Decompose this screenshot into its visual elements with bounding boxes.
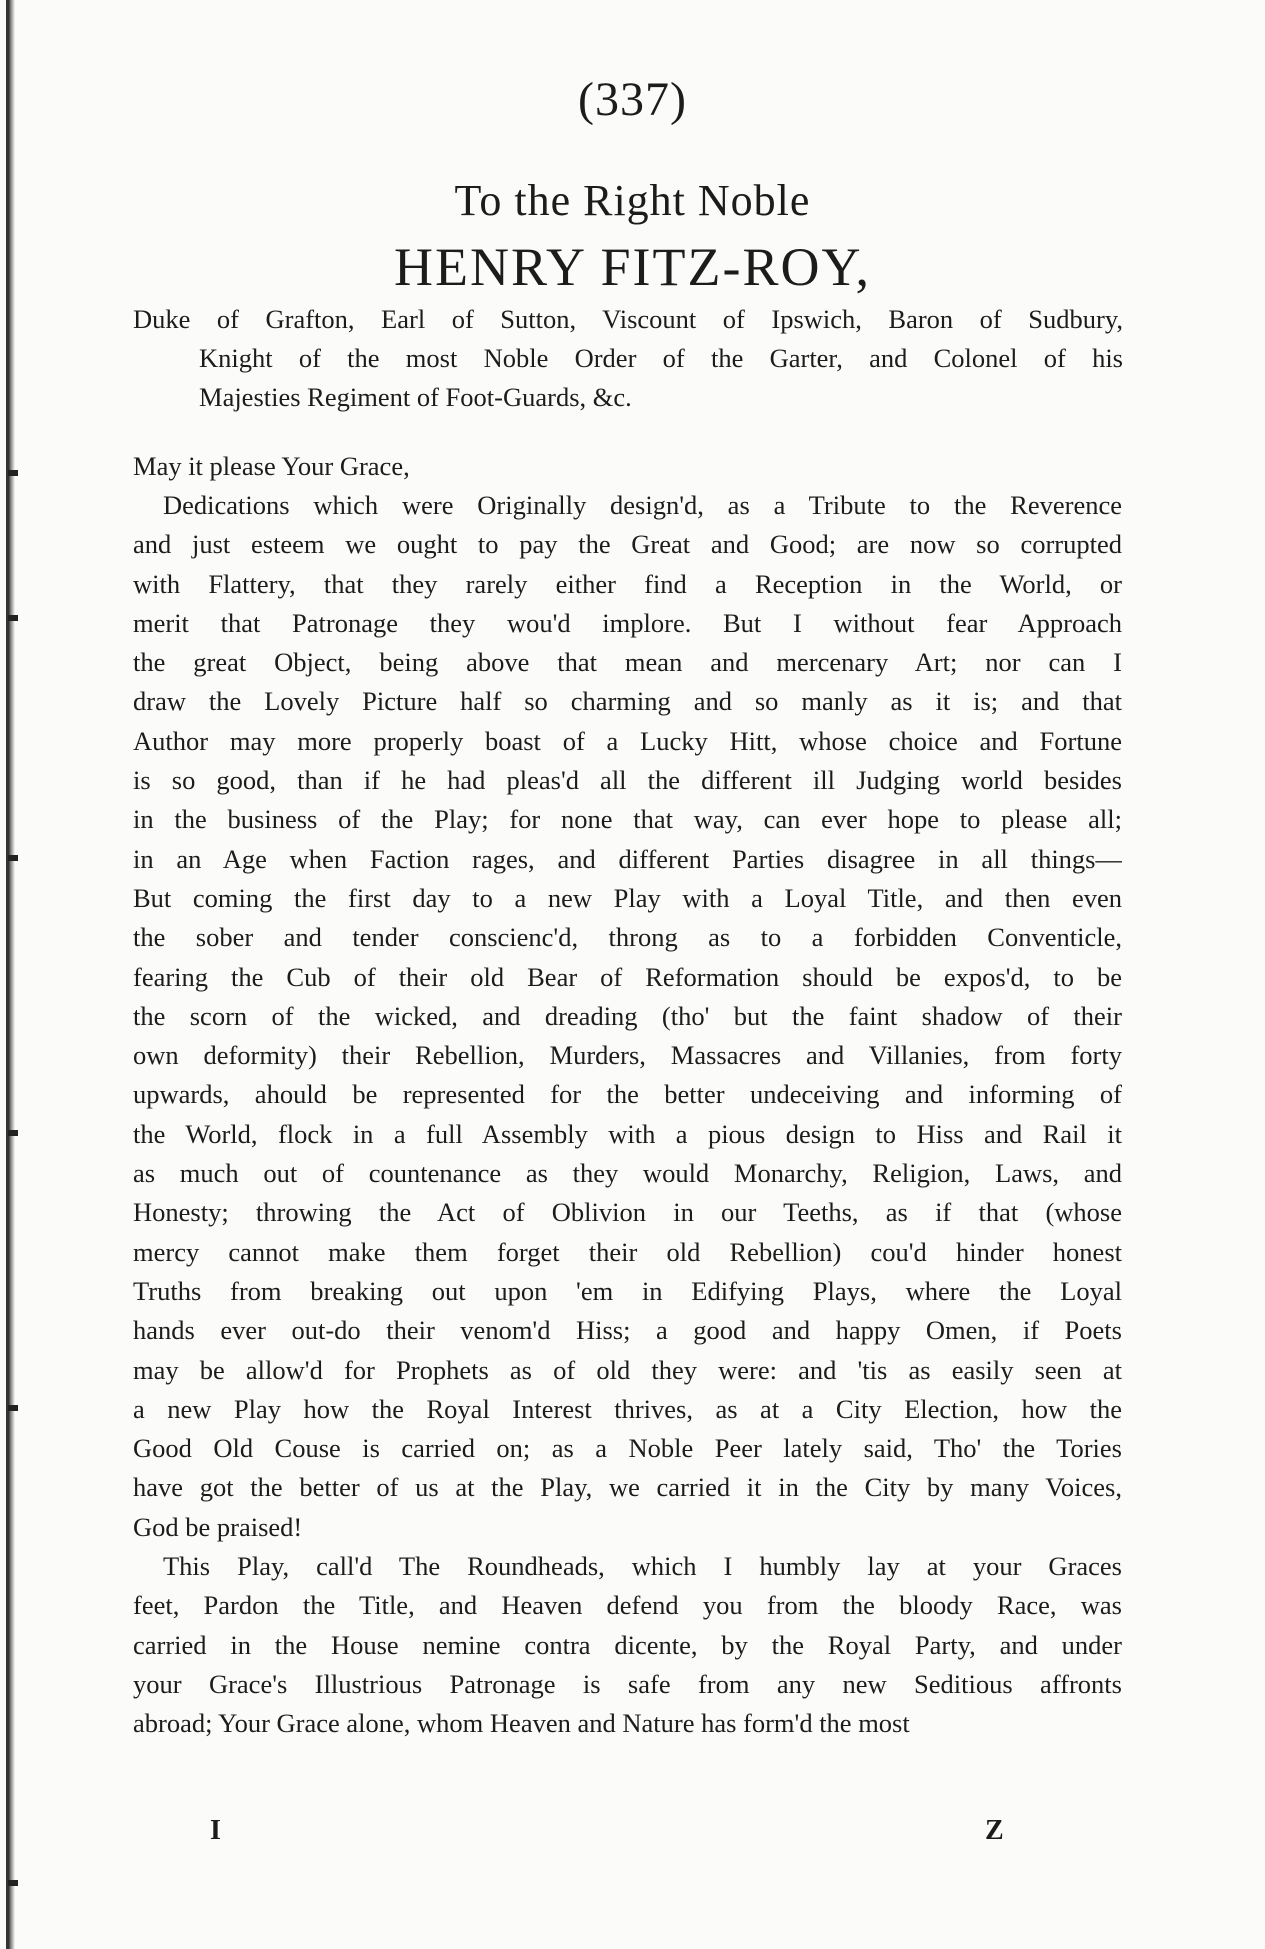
body-line: the sober and tender conscienc'd, throng as to a forbidden Conventicle, — [133, 922, 1122, 953]
gutter-mark — [8, 1130, 18, 1136]
body-line: and just esteem we ought to pay the Great and Good; are now so corrupted — [133, 529, 1122, 560]
body-line: This Play, call'd The Roundheads, which I humbly lay at your Graces — [163, 1551, 1122, 1582]
page-number: (337) — [578, 73, 687, 126]
body-line: the great Object, being above that mean and mercenary Art; nor can I — [133, 647, 1122, 678]
body-line: in the business of the Play; for none that way, can ever hope to please all; — [133, 804, 1122, 835]
body-line: abroad; Your Grace alone, whom Heaven and Nature has form'd the most — [133, 1708, 910, 1739]
gutter-mark — [8, 1880, 18, 1886]
body-line: upwards, ahould be represented for the better undeceiving and informing of — [133, 1079, 1122, 1110]
body-line: But coming the first day to a new Play with a Loyal Title, and then even — [133, 882, 1122, 913]
body-line: Honesty; throwing the Act of Oblivion in our Teeths, as if that (whose — [133, 1197, 1122, 1228]
body-line: may be allow'd for Prophets as of old they were: and 'tis as easily seen at — [133, 1354, 1122, 1385]
body-line: a new Play how the Royal Interest thrives, as at a City Election, how the — [133, 1393, 1122, 1424]
gutter-mark — [8, 470, 18, 476]
body-line: your Grace's Illustrious Patronage is safe from any new Seditious affronts — [133, 1668, 1122, 1699]
gutter-mark — [8, 855, 18, 861]
body-line: hands ever out-do their venom'd Hiss; a good and happy Omen, if Poets — [133, 1315, 1122, 1346]
title-line: Knight of the most Noble Order of the Garter, and Colonel of his — [199, 343, 1123, 373]
dedicatee-name: HENRY FITZ-ROY, — [393, 237, 872, 297]
body-line: the World, flock in a full Assembly with a pious design to Hiss and Rail it — [133, 1118, 1122, 1149]
body-line: own deformity) their Rebellion, Murders, Massacres and Villanies, from forty — [133, 1040, 1122, 1071]
body-line: Good Old Couse is carried on; as a Noble Peer lately said, Tho' the Tories — [133, 1433, 1122, 1464]
gutter-mark — [8, 1405, 18, 1411]
body-line: God be praised! — [133, 1511, 303, 1542]
body-line: have got the better of us at the Play, we carried it in the City by many Voices, — [133, 1472, 1122, 1503]
title-line: Majesties Regiment of Foot-Guards, &c. — [199, 382, 632, 412]
dedicatee-titles — [133, 300, 1123, 417]
body-line: as much out of countenance as they would Monarchy, Religion, Laws, and — [133, 1158, 1122, 1189]
body-line: Author may more properly boast of a Lucky Hitt, whose choice and Fortune — [133, 725, 1122, 756]
gutter-mark — [8, 615, 18, 621]
title-line: Duke of Grafton, Earl of Sutton, Viscount of Ipswich, Baron of Sudbury, — [133, 304, 1123, 334]
dedication-heading: To the Right Noble — [454, 176, 811, 225]
body-line: merit that Patronage they wou'd implore. But I without fear Approach — [133, 607, 1122, 638]
body-line: with Flattery, that they rarely either find a Reception in the World, or — [133, 568, 1122, 599]
body-line: fearing the Cub of their old Bear of Reformation should be expos'd, to be — [133, 961, 1122, 992]
salutation: May it please Your Grace, — [133, 451, 410, 481]
body-line: feet, Pardon the Title, and Heaven defend you from the bloody Race, was — [133, 1590, 1122, 1621]
body-line: Dedications which were Originally design'd, as a Tribute to the Reverence — [163, 490, 1122, 520]
body-line: in an Age when Faction rages, and different Parties disagree in all things— — [133, 843, 1122, 874]
body-line: carried in the House nemine contra dicente, by the Royal Party, and under — [133, 1629, 1122, 1660]
dedication-body — [133, 486, 1122, 1744]
body-line: draw the Lovely Picture half so charming and so manly as it is; and that — [133, 686, 1122, 717]
body-line: is so good, than if he had pleas'd all the different ill Judging world besides — [133, 765, 1122, 796]
body-line: the scorn of the wicked, and dreading (tho' but the faint shadow of their — [133, 1000, 1122, 1031]
signature-mark-left: I — [210, 1815, 221, 1846]
body-line: Truths from breaking out upon 'em in Edifying Plays, where the Loyal — [133, 1275, 1122, 1306]
body-line: mercy cannot make them forget their old Rebellion) cou'd hinder honest — [133, 1236, 1122, 1267]
signature-mark-right: Z — [985, 1815, 1004, 1846]
